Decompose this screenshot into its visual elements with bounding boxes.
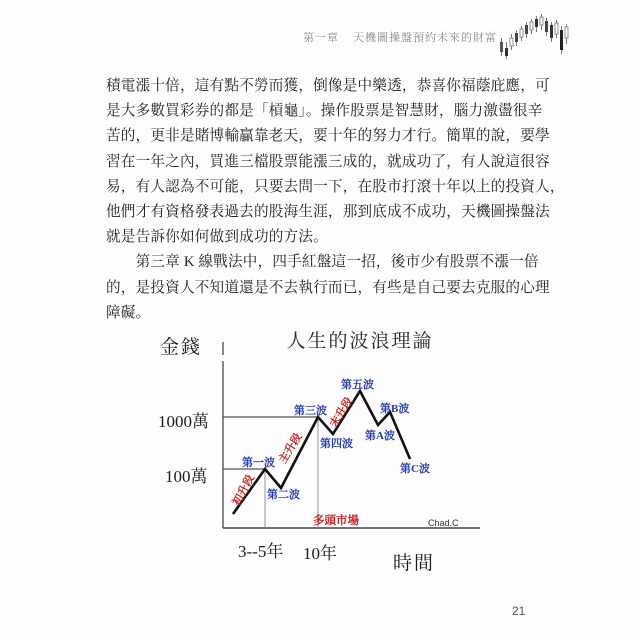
x-axis-label: 時間 xyxy=(393,553,436,574)
wave-1-label: 第一波 xyxy=(242,457,275,469)
initial-rise-label: 初升段 xyxy=(230,473,257,508)
final-rise-label: 末升段 xyxy=(328,395,356,430)
main-rise-label: 主升段 xyxy=(277,431,305,466)
wave-5-label: 第五波 xyxy=(341,379,374,391)
candlestick-chart-icon xyxy=(498,8,570,60)
paragraph-line: 是大多數買彩券的都是「槓龜」。操作股票是智慧財，腦力激盪很辛 xyxy=(106,103,543,120)
y-tick-100wan: 100萬 xyxy=(165,467,208,486)
x-tick-10years: 10年 xyxy=(303,544,337,563)
paragraph-line: 易，有人認為不可能，只要去問一下，在股市打滾十年以上的投資人， xyxy=(106,178,565,195)
wave-theory-chart xyxy=(150,318,495,578)
wave-c-label: 第C波 xyxy=(400,463,430,475)
chart-title: 人生的波浪理論 xyxy=(286,331,434,352)
wave-b-label: 第B波 xyxy=(380,403,410,415)
body-text xyxy=(106,74,565,326)
wave-3-label: 第三波 xyxy=(294,405,327,417)
wave-2-label: 第二波 xyxy=(267,489,300,501)
paragraph-line: 積電漲十倍，這有點不勞而獲，倒像是中樂透，恭喜你福蔭庇應，可 xyxy=(106,78,550,94)
y-axis-label: 金錢 xyxy=(160,337,203,358)
chart-signature: Chad.C xyxy=(428,518,459,528)
paragraph-line: 就是告訴你如何做到成功的方法。 xyxy=(106,229,328,246)
chapter-title: 天機圖操盤預約未來的財富 xyxy=(353,32,497,44)
paragraph-line: 第三章 K 線戰法中，四手紅盤這一招，後市少有股票不漲一倍 xyxy=(106,254,539,271)
y-tick-1000wan: 1000萬 xyxy=(158,412,209,431)
paragraph-line: 障礙。 xyxy=(106,304,151,321)
running-header xyxy=(303,29,497,45)
page-number: 21 xyxy=(512,604,526,618)
paragraph-line: 習在一年之內，買進三檔股票能漲三成的，就成功了，有人說這很容 xyxy=(106,153,550,170)
wave-4-label: 第四波 xyxy=(320,438,353,450)
x-tick-3-5years: 3--5年 xyxy=(238,542,284,561)
paragraph-line: 他們才有資格發表過去的股海生涯，那到底成不成功，天機圖操盤法 xyxy=(106,203,550,220)
chapter-label: 第一章 xyxy=(303,32,339,44)
bull-market-label: 多頭市場 xyxy=(313,515,359,527)
paragraph-line: 苦的，更非是賭博輸贏靠老天，要十年的努力才行。簡單的說，要學 xyxy=(106,128,550,145)
wave-a-label: 第A波 xyxy=(365,430,395,442)
paragraph-line: 的，是投資人不知道還是不去執行而已，有些是自己要去克服的心理 xyxy=(106,279,550,296)
